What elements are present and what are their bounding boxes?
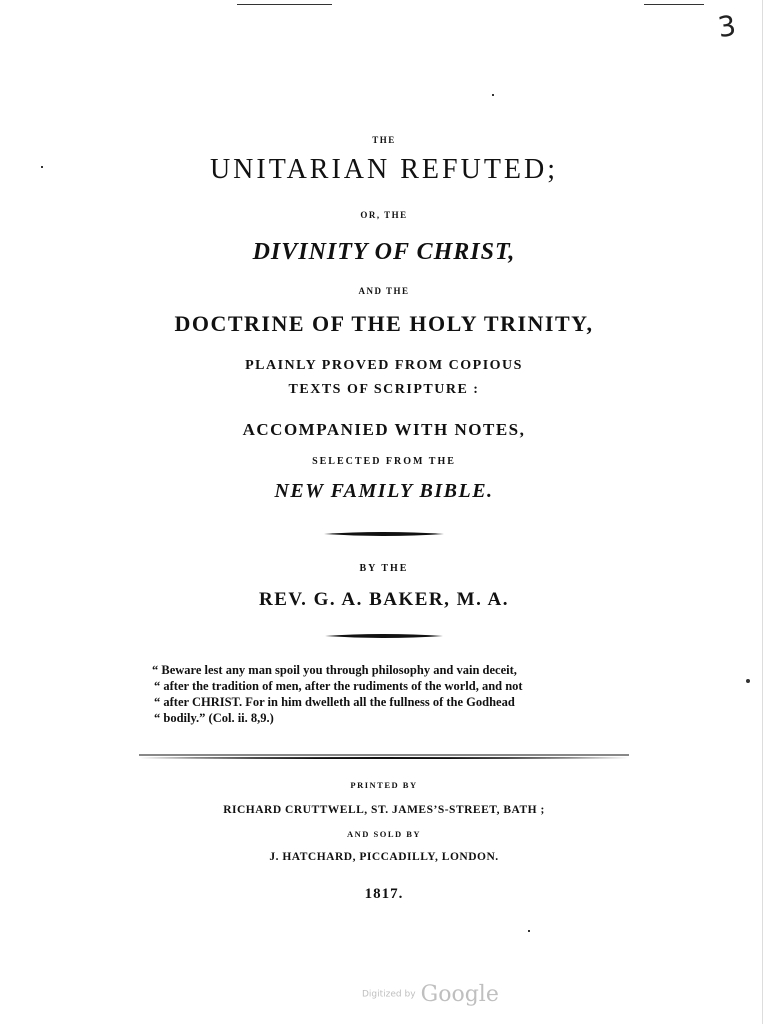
new-family-bible: NEW FAMILY BIBLE. [274,480,494,502]
epigraph-line: “ bodily.” (Col. ii. 8,9.) [154,711,274,725]
sold-by-line: AND SOLD BY [346,829,422,839]
ornamental-rule-1 [324,530,444,538]
connector-or-the: OR, THE [360,210,408,220]
epigraph-line: “ after the tradition of men, after the rudiments of the world, and not [154,679,523,693]
by-the-line: BY THE [359,563,409,574]
printed-by-line: PRINTED BY [350,780,418,790]
accompanied-line: ACCOMPANIED WITH NOTES, [242,420,526,439]
double-rule [139,753,629,761]
printer-name: RICHARD CRUTTWELL, ST. JAMES’S-STREET, BATH ; [223,804,545,816]
epigraph-line: “ Beware lest any man spoil you through philosophy and vain deceit, [152,663,517,677]
scan-dot-3 [746,679,750,683]
watermark-brand: Google [420,982,499,1007]
scan-dot-1 [492,94,494,96]
scan-mark-top-1 [237,4,332,5]
digitized-watermark [362,982,499,1007]
seller-name: J. HATCHARD, PICCADILLY, LONDON. [269,851,499,863]
scan-dot-4 [528,930,530,932]
subtitle-divinity: DIVINITY OF CHRIST, [252,239,516,265]
epigraph-line: “ after CHRIST. For in him dwelleth all the fullness of the Godhead [154,695,515,709]
ornamental-rule-2 [325,632,443,640]
watermark-prefix: Digitized by [362,989,416,1000]
connector-and-the: AND THE [358,286,410,296]
page-number: 3 [715,8,739,45]
scan-mark-top-2 [644,4,704,5]
description-line-1: PLAINLY PROVED FROM COPIOUS [245,358,523,373]
title-prefix-the: THE [372,135,396,145]
epigraph [152,662,642,726]
subtitle-doctrine: DOCTRINE OF THE HOLY TRINITY, [174,311,594,336]
publication-year: 1817. [364,886,404,902]
description-line-2: TEXTS OF SCRIPTURE : [288,382,480,397]
author-name: REV. G. A. BAKER, M. A. [258,589,510,610]
main-title: UNITARIAN REFUTED; [209,154,559,185]
selected-from-line: SELECTED FROM THE [312,456,456,467]
